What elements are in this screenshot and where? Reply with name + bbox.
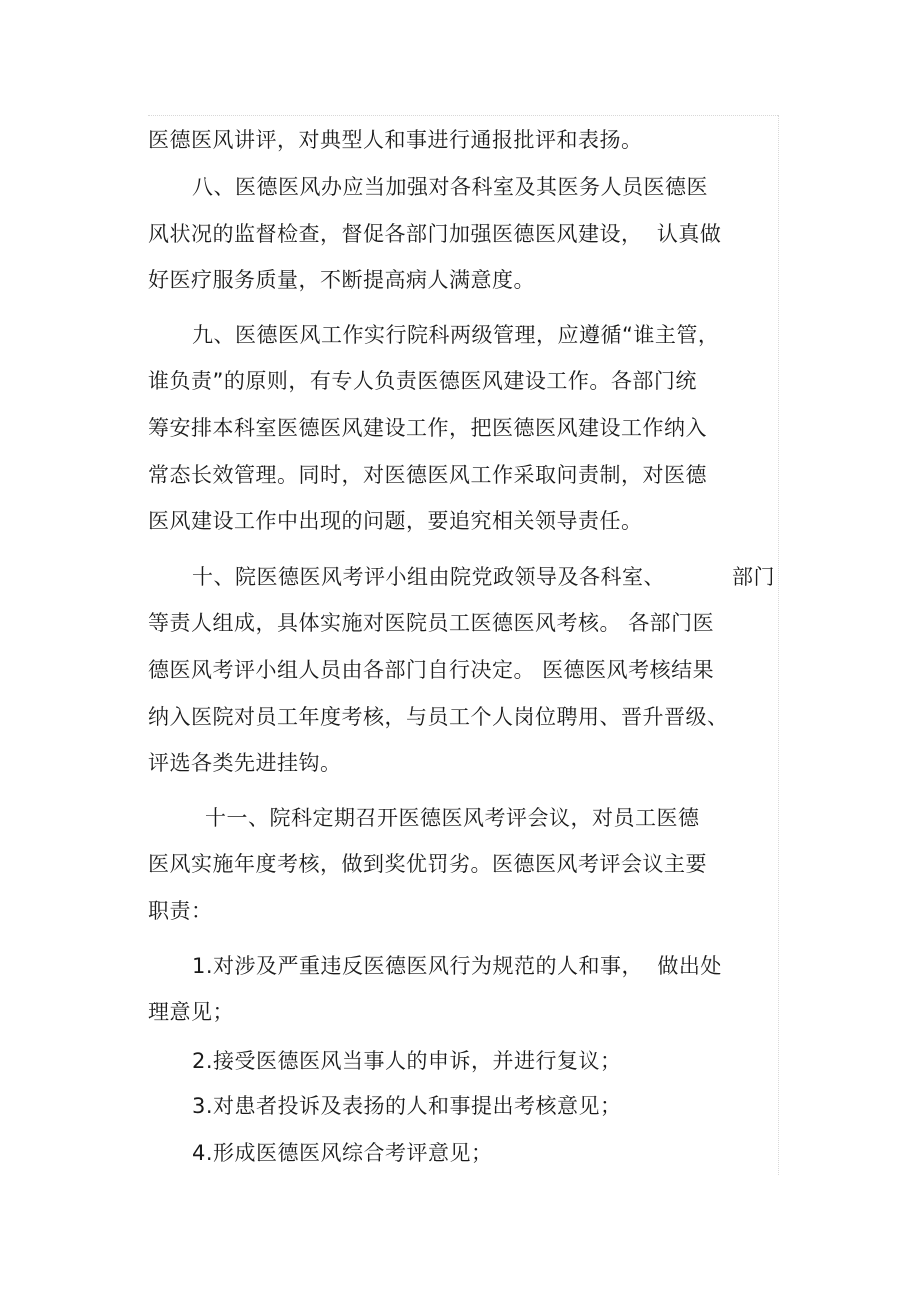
text-line-9: 医风建设工作中出现的问题，要追究相关领导责任。	[148, 509, 643, 533]
text-line-14: 评选各类先进挂钩。	[148, 751, 342, 775]
list-item-1: 1.对涉及严重违反医德医风行为规范的人和事， 做出处	[192, 954, 722, 978]
text-line-3: 风状况的监督检查，督促各部门加强医德医风建设， 认真做	[148, 222, 722, 246]
list-item-1-cont: 理意见；	[148, 1000, 234, 1024]
text-line-10: 十、院医德医风考评小组由院党政领导及各科室、	[192, 565, 665, 589]
list-item-2: 2.接受医德医风当事人的申诉，并进行复议；	[192, 1049, 622, 1073]
text-line-8: 常态长效管理。同时，对医德医风工作采取问责制，对医德	[148, 463, 707, 487]
text-line-16: 医风实施年度考核，做到奖优罚劣。医德医风考评会议主要	[148, 852, 707, 876]
text-line-4: 好医疗服务质量，不断提高病人满意度。	[148, 268, 535, 292]
text-line-12: 德医风考评小组人员由各部门自行决定。 医德医风考核结果	[148, 658, 715, 682]
text-line-2: 八、医德医风办应当加强对各科室及其医务人员医德医	[192, 175, 708, 199]
text-line-6: 谁负责”的原则，有专人负责医德医风建设工作。各部门统	[148, 369, 697, 393]
text-line-7: 筹安排本科室医德医风建设工作，把医德医风建设工作纳入	[148, 416, 707, 440]
text-line-5: 九、医德医风工作实行院科两级管理，应遵循“谁主管，	[192, 323, 720, 347]
text-line-17: 职责：	[148, 899, 213, 923]
text-line-11: 等责人组成，具体实施对医院员工医德医风考核。 各部门医	[148, 611, 715, 635]
page-edge-right	[778, 115, 779, 1175]
page-edge-top	[148, 115, 778, 116]
list-item-3: 3.对患者投诉及表扬的人和事提出考核意见；	[192, 1094, 622, 1118]
text-line-10b: 部门	[732, 565, 775, 589]
text-line-13: 纳入医院对员工年度考核，与员工个人岗位聘用、晋升晋级、	[148, 705, 729, 729]
text-line-15: 十一、院科定期召开医德医风考评会议，对员工医德	[205, 806, 700, 830]
text-line-1: 医德医风讲评，对典型人和事进行通报批评和表扬。	[148, 128, 643, 152]
list-item-4: 4.形成医德医风综合考评意见；	[192, 1141, 493, 1165]
